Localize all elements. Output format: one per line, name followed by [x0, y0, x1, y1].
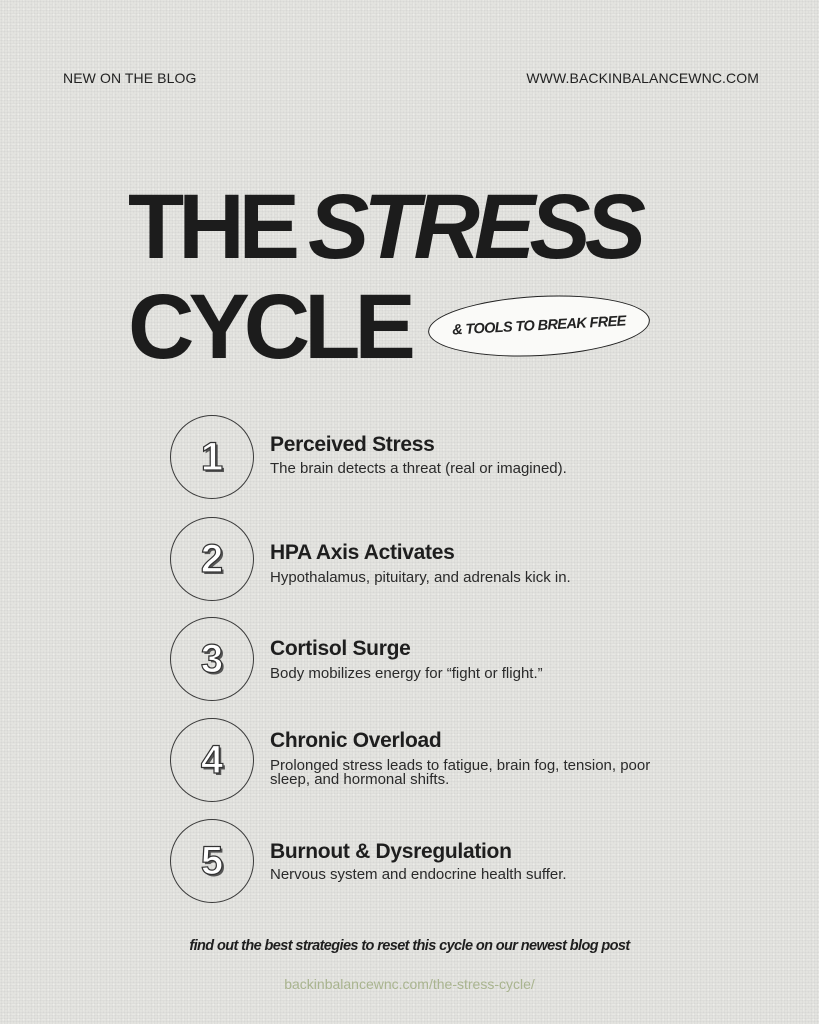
subtitle-oval-badge	[427, 290, 652, 362]
step-title: Chronic Overload	[270, 729, 442, 752]
title-word-stress: STRESS	[308, 176, 641, 278]
step-item	[170, 718, 730, 808]
step-number-circle	[170, 819, 254, 903]
footer-cta-text: find out the best strategies to reset this cycle on our newest blog post	[189, 938, 630, 954]
step-number: 3	[200, 636, 224, 681]
title-line-1	[128, 176, 641, 278]
step-number-circle	[170, 617, 254, 701]
step-description: Hypothalamus, pituitary, and adrenals kick in.	[270, 569, 571, 586]
step-item	[170, 517, 730, 607]
step-item	[170, 617, 730, 707]
step-number-circle	[170, 415, 254, 499]
step-item	[170, 415, 730, 505]
step-number: 1	[200, 434, 224, 479]
step-description: The brain detects a threat (real or imagined).	[270, 460, 567, 477]
header-left-label: NEW ON THE BLOG	[63, 70, 197, 86]
step-item	[170, 819, 730, 909]
step-number: 5	[200, 838, 224, 883]
header-website-label: WWW.BACKINBALANCEWNC.COM	[526, 70, 759, 86]
step-number: 2	[200, 536, 224, 581]
step-title: Perceived Stress	[270, 433, 435, 456]
step-title: Cortisol Surge	[270, 637, 411, 660]
step-title: Burnout & Dysregulation	[270, 840, 512, 863]
step-number-circle	[170, 718, 254, 802]
step-number-circle	[170, 517, 254, 601]
title-word-the: THE	[128, 176, 294, 278]
step-number: 4	[200, 737, 224, 782]
title-word-cycle: CYCLE	[128, 276, 410, 378]
subtitle-badge-text: & TOOLS TO BREAK FREE	[451, 313, 627, 339]
footer-blog-url[interactable]: backinbalancewnc.com/the-stress-cycle/	[284, 976, 535, 992]
step-description: Prolonged stress leads to fatigue, brain fog, tension, poor sleep, and hormonal shifts.	[270, 757, 651, 788]
step-title: HPA Axis Activates	[270, 541, 455, 564]
step-description: Body mobilizes energy for “fight or flight.”	[270, 665, 543, 682]
step-description: Nervous system and endocrine health suffer.	[270, 866, 567, 883]
